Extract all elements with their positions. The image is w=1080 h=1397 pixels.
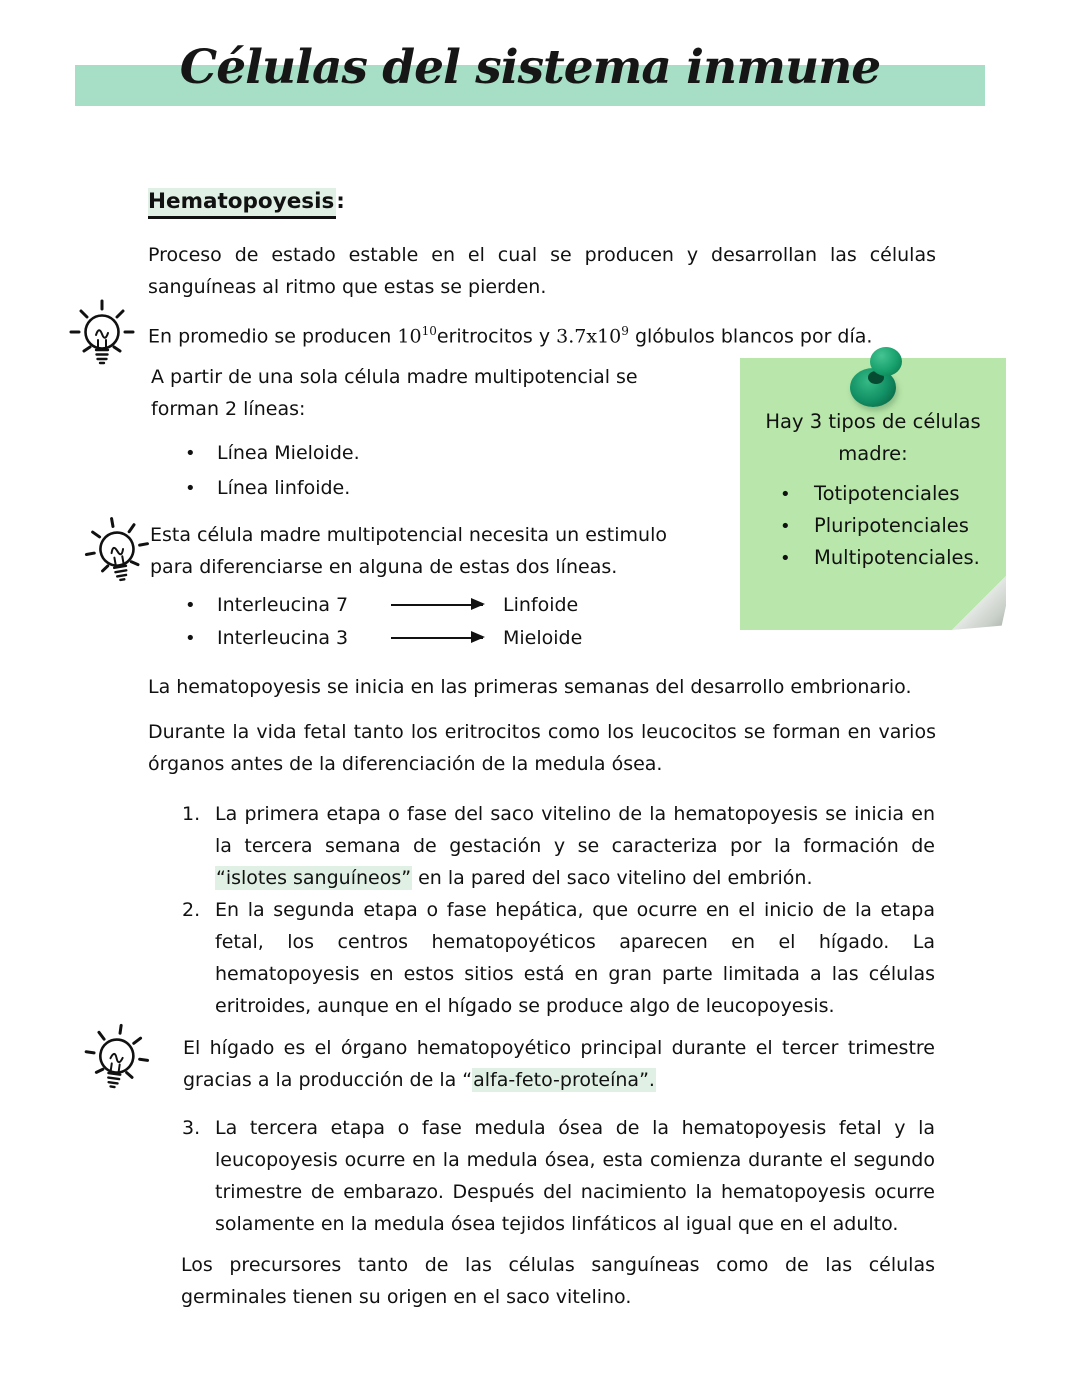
sticky-note-item [780,514,969,537]
list-item [185,473,350,504]
list-item [185,438,360,469]
paragraph-text: El hígado es el órgano hematopoyético principal durante el tercer trimestre gracias a la producción de la “ [183,1037,935,1091]
section-heading-word: Hematopoyesis [148,188,336,219]
bullet-label: Línea linfoide. [217,477,351,499]
bullet-icon: • [185,627,196,649]
lightbulb-icon [60,294,144,382]
numbered-item-3 [182,1112,935,1240]
paragraph-precursores: Los precursores tanto de las células sanguíneas como de las células germinales tienen su origen en el saco vitelino. [181,1254,935,1308]
stats-exp2: 9 [621,324,629,338]
paragraph-promedio [148,316,948,353]
sticky-note-item-label: Pluripotenciales [814,514,969,537]
paragraph-apartir: A partir de una sola célula madre multipotencial se forman 2 líneas: [151,366,638,420]
lightbulb-icon [68,1013,163,1112]
bullet-icon: • [185,443,196,464]
section-heading [148,189,345,214]
item-number: 3. [182,1117,201,1139]
paragraph-proceso: Proceso de estado estable en el cual se producen y desarrollan las células sanguíneas al ritmo que estas se pierden. [148,244,936,298]
item-text: en la pared del saco vitelino del embrión. [412,867,813,889]
paragraph-vida-fetal: Durante la vida fetal tanto los eritrocitos como los leucocitos se forman en varios órganos antes de la diferenciación de la medula ósea. [148,721,936,775]
interleucina-label: Interleucina 7 [217,594,349,616]
stats-base2: 3.7x10 [556,325,622,348]
interleucina-target: Mieloide [503,627,583,649]
interleucina-row [185,594,578,616]
item-highlight: “islotes sanguíneos” [216,867,412,889]
paragraph-highlight: alfa-feto-proteína”. [473,1068,655,1091]
stats-exp1: 10 [421,324,437,338]
item-number: 1. [182,803,201,825]
paragraph-estimulo: Esta célula madre multipotencial necesita un estimulo para diferenciarse en alguna de estas dos líneas. [150,524,667,578]
sticky-note-item-label: Totipotenciales [814,482,960,505]
item-text: La primera etapa o fase del saco vitelino de la hematopoyesis se inicia en la tercera semana de gestación y se caracteriza por la formación de [215,803,935,857]
sticky-note-item-label: Multipotenciales. [814,546,980,569]
stats-base1: 10 [397,325,422,348]
interleucina-row [185,627,582,649]
numbered-item-1 [182,798,935,894]
sticky-note-item [780,482,960,505]
numbered-item-2 [182,894,935,1022]
sticky-note-item [780,546,980,569]
item-number: 2. [182,899,201,921]
bullet-icon: • [780,484,791,505]
stats-mid: eritrocitos y [436,325,557,348]
stats-post: glóbulos blancos por día. [628,325,873,348]
item-text: La tercera etapa o fase medula ósea de la hematopoyesis fetal y la leucopoyesis ocurre en la medula ósea, esta comienza durante el segundo trimestre de embarazo. Después del nacimiento la hematopoyesis ocurre solamente en la medula ósea tejidos linfáticos al igual que en el adulto. [215,1117,935,1235]
right-arrow-icon [391,637,483,640]
interleucina-target: Linfoide [503,594,579,616]
bullet-label: Línea Mieloide. [217,442,360,464]
bullet-icon: • [185,594,196,616]
section-heading-colon: : [336,189,345,214]
pushpin-icon [844,347,908,419]
bullet-icon: • [185,478,196,499]
interleucina-label: Interleucina 3 [217,627,349,649]
bullet-icon: • [780,548,791,569]
stats-text: En promedio se producen [148,325,398,348]
page-title: Células del sistema inmune [179,40,881,95]
right-arrow-icon [391,604,483,607]
bullet-icon: • [780,516,791,537]
paragraph-higado [183,1033,935,1096]
item-text: En la segunda etapa o fase hepática, que ocurre en el inicio de la etapa fetal, los centros hematopoyéticos aparecen en el hígado. La hematopoyesis en estos sitios está en gran parte limitada a las células eritroides, aunque en el hígado se produce algo de leucopoyesis. [215,899,935,1017]
sticky-note-title: Hay 3 tipos de células madre: [765,410,981,465]
sticky-note [740,358,1006,630]
paragraph-inicia: La hematopoyesis se inicia en las primeras semanas del desarrollo embrionario. [148,676,912,698]
